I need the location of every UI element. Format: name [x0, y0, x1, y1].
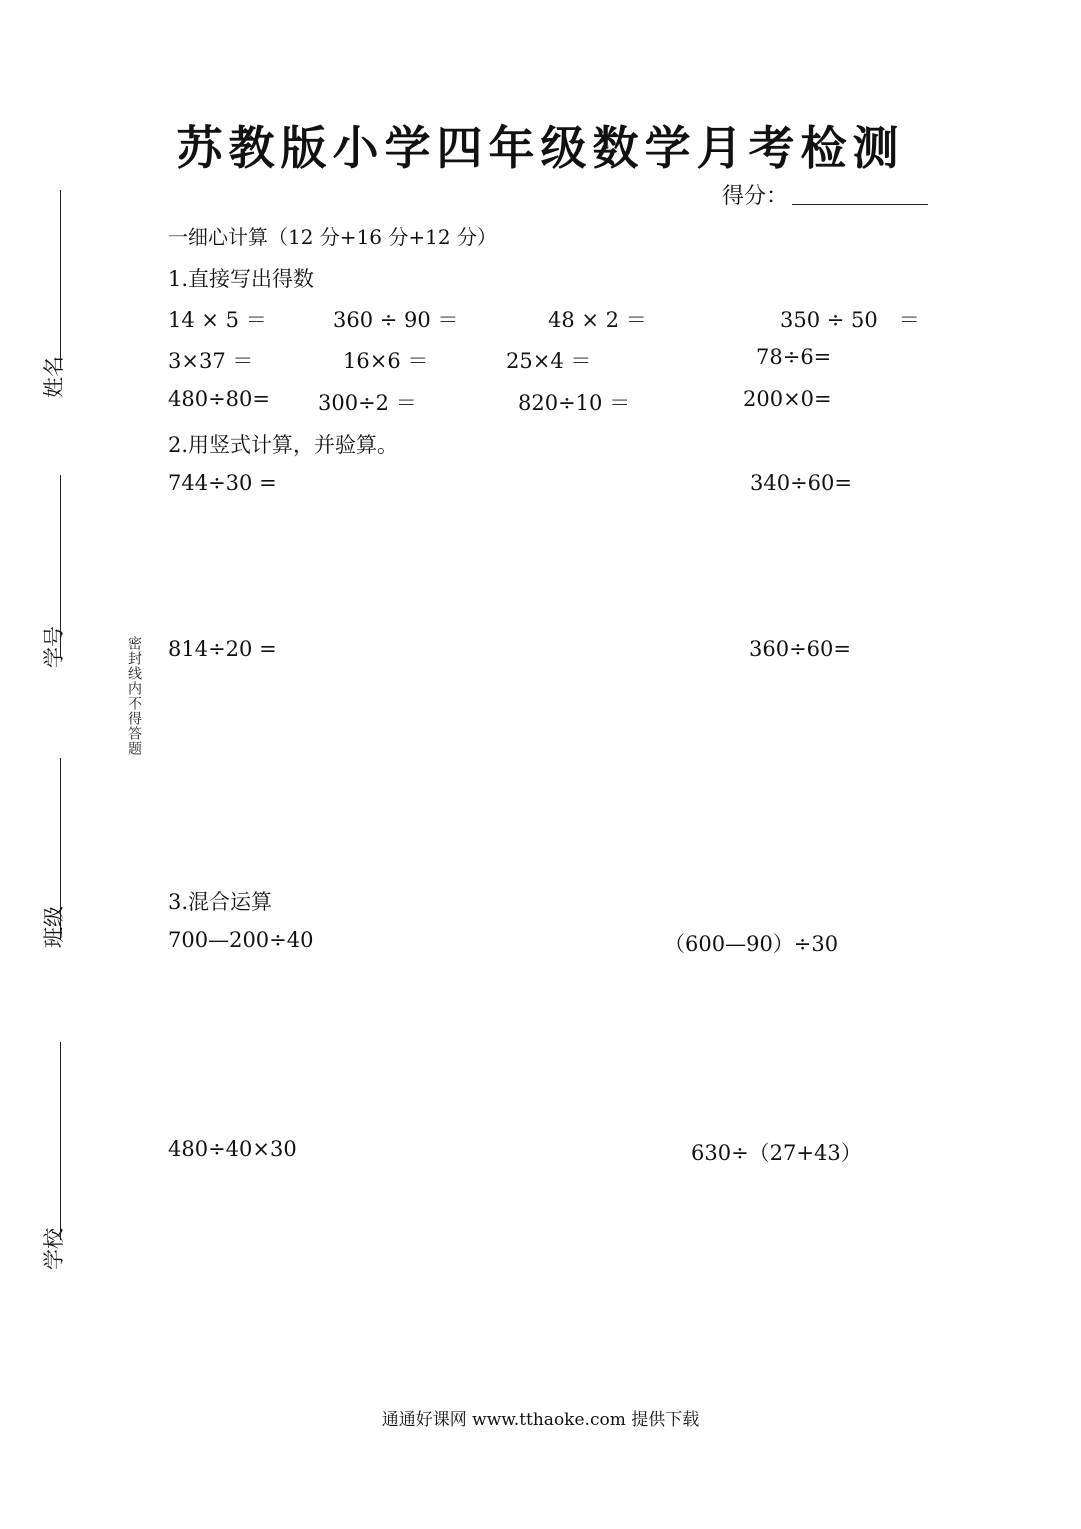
calc-item: 360 ÷ 90 ＝ — [333, 308, 459, 332]
calc-item: 14 × 5 ＝ — [168, 308, 267, 332]
calc-item: 78÷6= — [756, 345, 832, 369]
calc-item: 200×0= — [743, 387, 832, 411]
calc-item: 16×6 ＝ — [343, 349, 429, 373]
score-blank-line — [792, 188, 928, 205]
name-label: 姓名 — [42, 356, 66, 398]
vertical-calc-item: 360÷60= — [749, 637, 851, 661]
mixed-calc-item: 480÷40×30 — [168, 1137, 297, 1161]
calc-item: 25×4 ＝ — [506, 349, 592, 373]
school-label: 学校 — [42, 1228, 66, 1270]
vertical-calc-item: 744÷30 = — [168, 471, 277, 495]
school-underline — [60, 1042, 61, 1240]
class-label: 班级 — [42, 906, 66, 948]
calc-item: 48 × 2 ＝ — [548, 308, 647, 332]
part2-title: 2.用竖式计算，并验算。 — [168, 433, 399, 457]
calc-item: 350 ÷ 50 ＝ — [780, 308, 920, 332]
footer-text: 通通好课网 www.tthaoke.com 提供下载 — [381, 1410, 700, 1430]
student-id-label: 学号 — [42, 626, 66, 668]
part1-title: 1.直接写出得数 — [168, 267, 315, 291]
calc-item: 3×37 ＝ — [168, 349, 254, 373]
vertical-calc-item: 340÷60= — [750, 471, 852, 495]
page-title: 苏教版小学四年级数学月考检测 — [176, 121, 905, 175]
score-field — [722, 179, 928, 210]
mixed-calc-item: 700—200÷40 — [168, 928, 314, 952]
calc-item: 820÷10 ＝ — [518, 391, 631, 415]
mixed-calc-item: （600—90）÷30 — [664, 932, 839, 956]
part3-title: 3.混合运算 — [168, 890, 273, 914]
section-heading: 一细心计算（12 分+16 分+12 分） — [168, 225, 497, 249]
calc-item: 480÷80= — [168, 387, 270, 411]
vertical-calc-item: 814÷20 = — [168, 637, 277, 661]
calc-item: 300÷2 ＝ — [318, 391, 417, 415]
name-underline — [60, 190, 61, 368]
score-label: 得分： — [722, 184, 789, 209]
seal-line-note: 密封线内不得答题 — [126, 636, 142, 756]
mixed-calc-item: 630÷（27+43） — [691, 1141, 862, 1165]
